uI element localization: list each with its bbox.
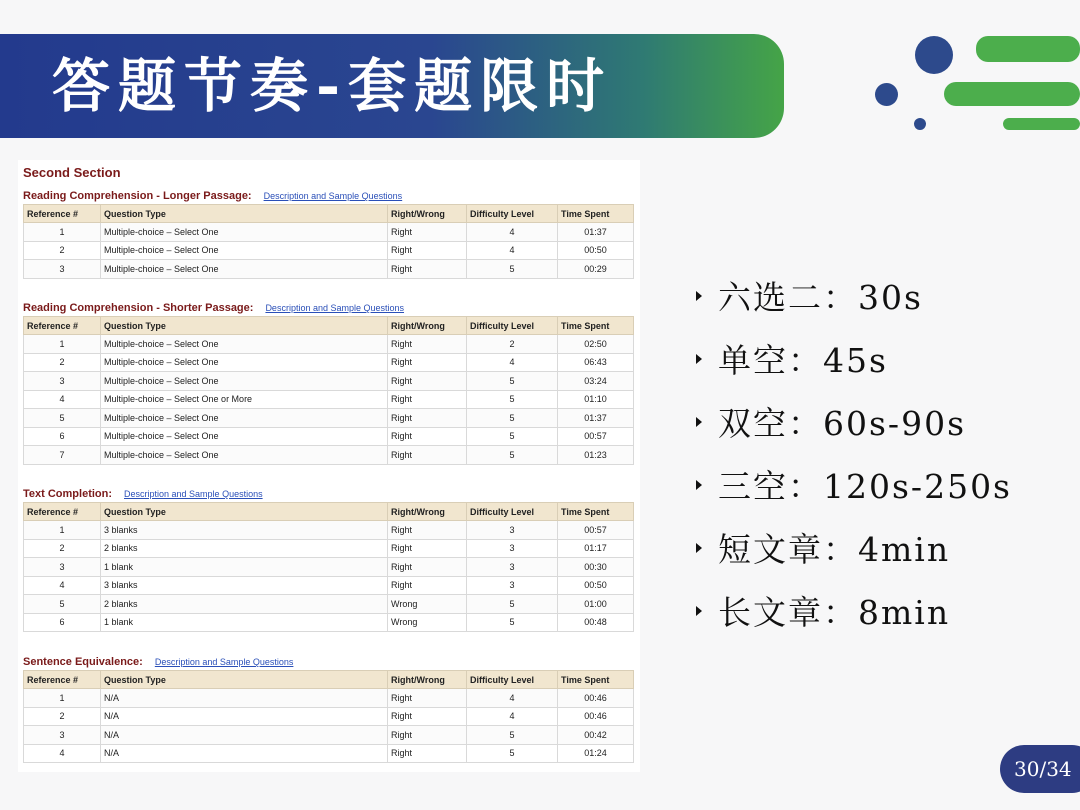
column-header: Difficulty Level [467,205,558,223]
table-cell: 00:46 [558,689,634,708]
table-cell: Wrong [388,595,467,614]
table-cell: Right [388,726,467,745]
triangle-bullet-icon [696,606,702,616]
column-header: Difficulty Level [467,671,558,689]
column-header: Time Spent [558,671,634,689]
subsection-header [23,296,638,316]
timing-text: 六选二：30s [718,278,923,317]
table-cell: 5 [467,390,558,409]
table-cell: 3 [467,521,558,540]
table-cell: 6 [24,427,101,446]
timing-text: 单空：45s [718,341,888,380]
triangle-bullet-icon [696,480,702,490]
slide-title: 答题节奏-套题限时 [52,52,613,120]
table-row [24,539,634,558]
timing-text: 长文章：8min [718,593,951,632]
report-subsection [23,650,638,763]
table-cell: 1 blank [101,613,388,632]
table-cell: 7 [24,446,101,465]
table-cell: 3 blanks [101,576,388,595]
table-cell: Right [388,744,467,763]
table-cell: 2 [24,241,101,260]
table-cell: Right [388,539,467,558]
timing-item [696,390,1066,453]
table-row [24,223,634,242]
table-cell: 5 [24,409,101,428]
column-header: Question Type [101,671,388,689]
timing-item [696,579,1066,642]
table-cell: 3 [467,558,558,577]
table-cell: 00:46 [558,707,634,726]
table-cell: 1 [24,689,101,708]
table-cell: Multiple-choice – Select One [101,241,388,260]
column-header: Right/Wrong [388,317,467,335]
column-header: Difficulty Level [467,317,558,335]
results-table [23,502,634,632]
table-cell: 3 [24,260,101,279]
table-cell: 5 [24,595,101,614]
table-row [24,521,634,540]
report-subsection [23,184,638,279]
column-header: Right/Wrong [388,205,467,223]
timing-item [696,453,1066,516]
table-row [24,335,634,354]
table-header-row [24,317,634,335]
table-cell: Right [388,372,467,391]
column-header: Time Spent [558,503,634,521]
timing-item [696,264,1066,327]
table-cell: 06:43 [558,353,634,372]
column-header: Question Type [101,205,388,223]
subsection-header [23,184,638,204]
table-cell: 1 blank [101,558,388,577]
table-row [24,390,634,409]
table-cell: Right [388,390,467,409]
table-cell: 1 [24,335,101,354]
triangle-bullet-icon [696,354,702,364]
subsection-header [23,482,638,502]
table-cell: Right [388,707,467,726]
column-header: Reference # [24,317,101,335]
table-row [24,260,634,279]
table-cell: Multiple-choice – Select One [101,335,388,354]
table-cell: Right [388,446,467,465]
timing-item [696,516,1066,579]
table-cell: Right [388,689,467,708]
table-cell: Multiple-choice – Select One [101,353,388,372]
column-header: Time Spent [558,205,634,223]
table-row [24,744,634,763]
table-row [24,558,634,577]
timing-list [696,264,1066,642]
table-row [24,689,634,708]
table-row [24,595,634,614]
table-cell: 2 [24,353,101,372]
table-cell: 3 [467,539,558,558]
table-cell: 1 [24,223,101,242]
table-cell: 5 [467,372,558,391]
table-cell: 02:50 [558,335,634,354]
table-cell: 5 [467,260,558,279]
table-cell: 4 [467,353,558,372]
table-cell: 4 [24,390,101,409]
description-link[interactable]: Description and Sample Questions [265,303,405,313]
table-cell: Wrong [388,613,467,632]
description-link[interactable]: Description and Sample Questions [154,657,294,667]
table-row [24,353,634,372]
table-cell: 4 [467,707,558,726]
table-cell: N/A [101,689,388,708]
subsection-header [23,650,638,670]
table-cell: Multiple-choice – Select One [101,446,388,465]
description-link[interactable]: Description and Sample Questions [263,191,403,201]
table-cell: Right [388,409,467,428]
table-row [24,707,634,726]
table-cell: 5 [467,744,558,763]
timing-text: 双空：60s-90s [718,404,967,443]
table-row [24,241,634,260]
table-cell: Right [388,558,467,577]
column-header: Time Spent [558,317,634,335]
subsection-title: Reading Comprehension - Shorter Passage: [23,302,254,314]
table-cell: Multiple-choice – Select One or More [101,390,388,409]
description-link[interactable]: Description and Sample Questions [124,489,263,499]
table-cell: Multiple-choice – Select One [101,260,388,279]
table-cell: 3 [467,576,558,595]
table-cell: 01:24 [558,744,634,763]
page-number-badge: 30/34 [1000,745,1080,793]
subsection-title: Sentence Equivalence: [23,656,143,668]
table-row [24,427,634,446]
column-header: Reference # [24,503,101,521]
table-cell: 1 [24,521,101,540]
table-cell: 00:48 [558,613,634,632]
table-cell: Right [388,521,467,540]
table-cell: 01:17 [558,539,634,558]
table-cell: 00:50 [558,576,634,595]
table-cell: 01:37 [558,409,634,428]
timing-text: 短文章：4min [718,530,951,569]
table-header-row [24,671,634,689]
table-cell: 5 [467,613,558,632]
triangle-bullet-icon [696,291,702,301]
subsection-title: Text Completion: [23,488,113,500]
table-cell: N/A [101,744,388,763]
triangle-bullet-icon [696,543,702,553]
table-cell: Right [388,353,467,372]
results-table [23,316,634,465]
table-cell: 3 [24,726,101,745]
table-cell: 01:00 [558,595,634,614]
table-cell: N/A [101,707,388,726]
table-row [24,576,634,595]
table-cell: 3 [24,372,101,391]
score-report-panel [18,160,640,772]
subsection-title: Reading Comprehension - Longer Passage: [23,190,252,202]
table-cell: 2 [467,335,558,354]
triangle-bullet-icon [696,417,702,427]
table-cell: Right [388,260,467,279]
table-cell: Right [388,335,467,354]
table-cell: 2 [24,539,101,558]
table-cell: Right [388,241,467,260]
column-header: Right/Wrong [388,503,467,521]
column-header: Reference # [24,205,101,223]
results-table [23,670,634,763]
results-table [23,204,634,279]
report-subsection [23,296,638,465]
table-cell: 3 blanks [101,521,388,540]
table-row [24,409,634,428]
table-cell: 4 [467,241,558,260]
column-header: Right/Wrong [388,671,467,689]
table-cell: 4 [24,576,101,595]
table-cell: Right [388,223,467,242]
table-cell: 00:29 [558,260,634,279]
table-cell: 2 [24,707,101,726]
table-cell: 5 [467,409,558,428]
table-cell: 01:10 [558,390,634,409]
column-header: Question Type [101,503,388,521]
table-cell: 4 [24,744,101,763]
table-cell: Multiple-choice – Select One [101,427,388,446]
table-cell: N/A [101,726,388,745]
table-row [24,726,634,745]
timing-text: 三空：120s-250s [718,467,1012,506]
table-cell: 00:30 [558,558,634,577]
table-cell: Right [388,576,467,595]
column-header: Question Type [101,317,388,335]
section-heading: Second Section [23,165,121,180]
table-cell: 2 blanks [101,539,388,558]
table-cell: 4 [467,689,558,708]
table-cell: 00:42 [558,726,634,745]
table-row [24,613,634,632]
table-header-row [24,503,634,521]
table-row [24,446,634,465]
table-cell: 5 [467,595,558,614]
table-cell: 03:24 [558,372,634,391]
table-cell: 00:50 [558,241,634,260]
table-cell: 5 [467,427,558,446]
table-cell: 5 [467,726,558,745]
table-cell: 00:57 [558,427,634,446]
table-cell: Multiple-choice – Select One [101,409,388,428]
table-cell: 6 [24,613,101,632]
table-cell: 2 blanks [101,595,388,614]
table-cell: 5 [467,446,558,465]
column-header: Reference # [24,671,101,689]
timing-item [696,327,1066,390]
table-cell: Multiple-choice – Select One [101,223,388,242]
table-header-row [24,205,634,223]
table-cell: Right [388,427,467,446]
table-cell: 01:37 [558,223,634,242]
report-subsection [23,482,638,632]
table-cell: 3 [24,558,101,577]
table-row [24,372,634,391]
table-cell: Multiple-choice – Select One [101,372,388,391]
column-header: Difficulty Level [467,503,558,521]
table-cell: 4 [467,223,558,242]
table-cell: 01:23 [558,446,634,465]
table-cell: 00:57 [558,521,634,540]
